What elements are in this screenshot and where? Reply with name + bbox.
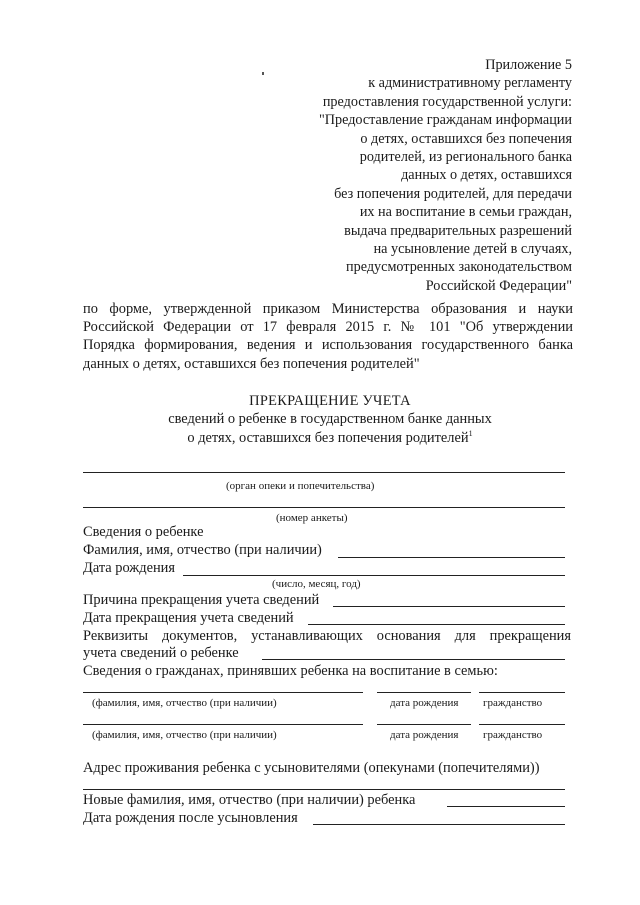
- citizen-name-caption: (фамилия, имя, отчество (при наличии): [92, 697, 277, 709]
- form-subtitle-text: о детях, оставшихся без попечения родителей: [187, 430, 469, 446]
- birth-date-after-label: Дата рождения после усыновления: [83, 810, 298, 826]
- basis-line: Порядка формирования, ведения и использования государственного банка: [83, 337, 573, 354]
- appendix-line: к административному регламенту: [368, 75, 572, 92]
- citizenship-caption: гражданство: [483, 729, 543, 741]
- reason-field[interactable]: [333, 606, 565, 607]
- basis-line: данных о детях, оставшихся без попечения родителей": [83, 355, 420, 372]
- birth-date-field[interactable]: [183, 575, 565, 576]
- citizens-info-heading: Сведения о гражданах, принявших ребенка на воспитание в семью:: [83, 663, 498, 679]
- appendix-line: Приложение 5: [485, 57, 572, 73]
- scan-mark: [262, 72, 264, 75]
- guardianship-body-caption: (орган опеки и попечительства): [226, 480, 375, 492]
- appendix-line: их на воспитание в семьи граждан,: [359, 204, 572, 221]
- citizen-name-caption: (фамилия, имя, отчество (при наличии): [92, 729, 277, 741]
- questionnaire-number-field[interactable]: [83, 507, 565, 508]
- footnote-mark: 1: [468, 429, 473, 438]
- birth-date-caption: дата рождения: [390, 729, 459, 741]
- appendix-line: выдача предварительных разрешений: [344, 222, 572, 239]
- appendix-line: предусмотренных законодательством: [346, 259, 572, 276]
- address-label: Адрес проживания ребенка с усыновителями (опекунами (попечителями)): [83, 760, 540, 776]
- appendix-line: о детях, оставшихся без попечения: [360, 130, 572, 147]
- citizen-1-citizenship-field[interactable]: [479, 692, 565, 693]
- form-basis-paragraph: [83, 300, 573, 373]
- documents-field[interactable]: [262, 659, 565, 660]
- documents-label: Реквизиты документов, устанавливающих основания для прекращения: [83, 628, 571, 644]
- appendix-line: данных о детях, оставшихся: [401, 167, 572, 184]
- documents-label-cont: учета сведений о ребенке: [83, 645, 239, 661]
- appendix-line: "Предоставление гражданам информации: [318, 112, 572, 129]
- termination-date-field[interactable]: [308, 624, 565, 625]
- termination-date-label: Дата прекращения учета сведений: [83, 610, 294, 626]
- citizen-1-name-field[interactable]: [83, 692, 363, 693]
- form-subtitle: сведений о ребенке в государственном банке данных: [168, 411, 492, 427]
- basis-line: по форме, утвержденной приказом Министерства образования и науки: [83, 301, 573, 317]
- birth-date-caption: дата рождения: [390, 697, 459, 709]
- guardianship-body-field[interactable]: [83, 472, 565, 473]
- questionnaire-number-caption: (номер анкеты): [276, 512, 348, 524]
- citizen-2-birth-date-field[interactable]: [377, 724, 471, 725]
- citizen-1-birth-date-field[interactable]: [377, 692, 471, 693]
- citizen-2-citizenship-field[interactable]: [479, 724, 565, 725]
- date-format-caption: (число, месяц, год): [272, 578, 361, 590]
- full-name-field[interactable]: [338, 557, 565, 558]
- reason-label: Причина прекращения учета сведений: [83, 592, 320, 608]
- full-name-label: Фамилия, имя, отчество (при наличии): [83, 542, 322, 558]
- child-info-heading: Сведения о ребенке: [83, 524, 204, 540]
- appendix-line: родителей, из регионального банка: [359, 149, 572, 166]
- basis-line: Российской Федерации от 17 февраля 2015 г. № 101 "Об утверждении: [83, 319, 573, 336]
- appendix-line: без попечения родителей, для передачи: [334, 185, 572, 202]
- birth-date-after-field[interactable]: [313, 824, 565, 825]
- citizenship-caption: гражданство: [483, 697, 543, 709]
- form-subtitle: [100, 429, 560, 447]
- appendix-line: Российской Федерации": [425, 277, 572, 294]
- birth-date-label: Дата рождения: [83, 560, 175, 576]
- appendix-line: предоставления государственной услуги:: [322, 93, 572, 110]
- new-name-label: Новые фамилия, имя, отчество (при наличии) ребенка: [83, 792, 416, 808]
- form-title: ПРЕКРАЩЕНИЕ УЧЕТА: [249, 393, 411, 409]
- appendix-line: на усыновление детей в случаях,: [373, 241, 572, 258]
- new-name-field[interactable]: [447, 806, 565, 807]
- appendix-header: [272, 56, 572, 295]
- citizen-2-name-field[interactable]: [83, 724, 363, 725]
- address-field[interactable]: [83, 789, 565, 790]
